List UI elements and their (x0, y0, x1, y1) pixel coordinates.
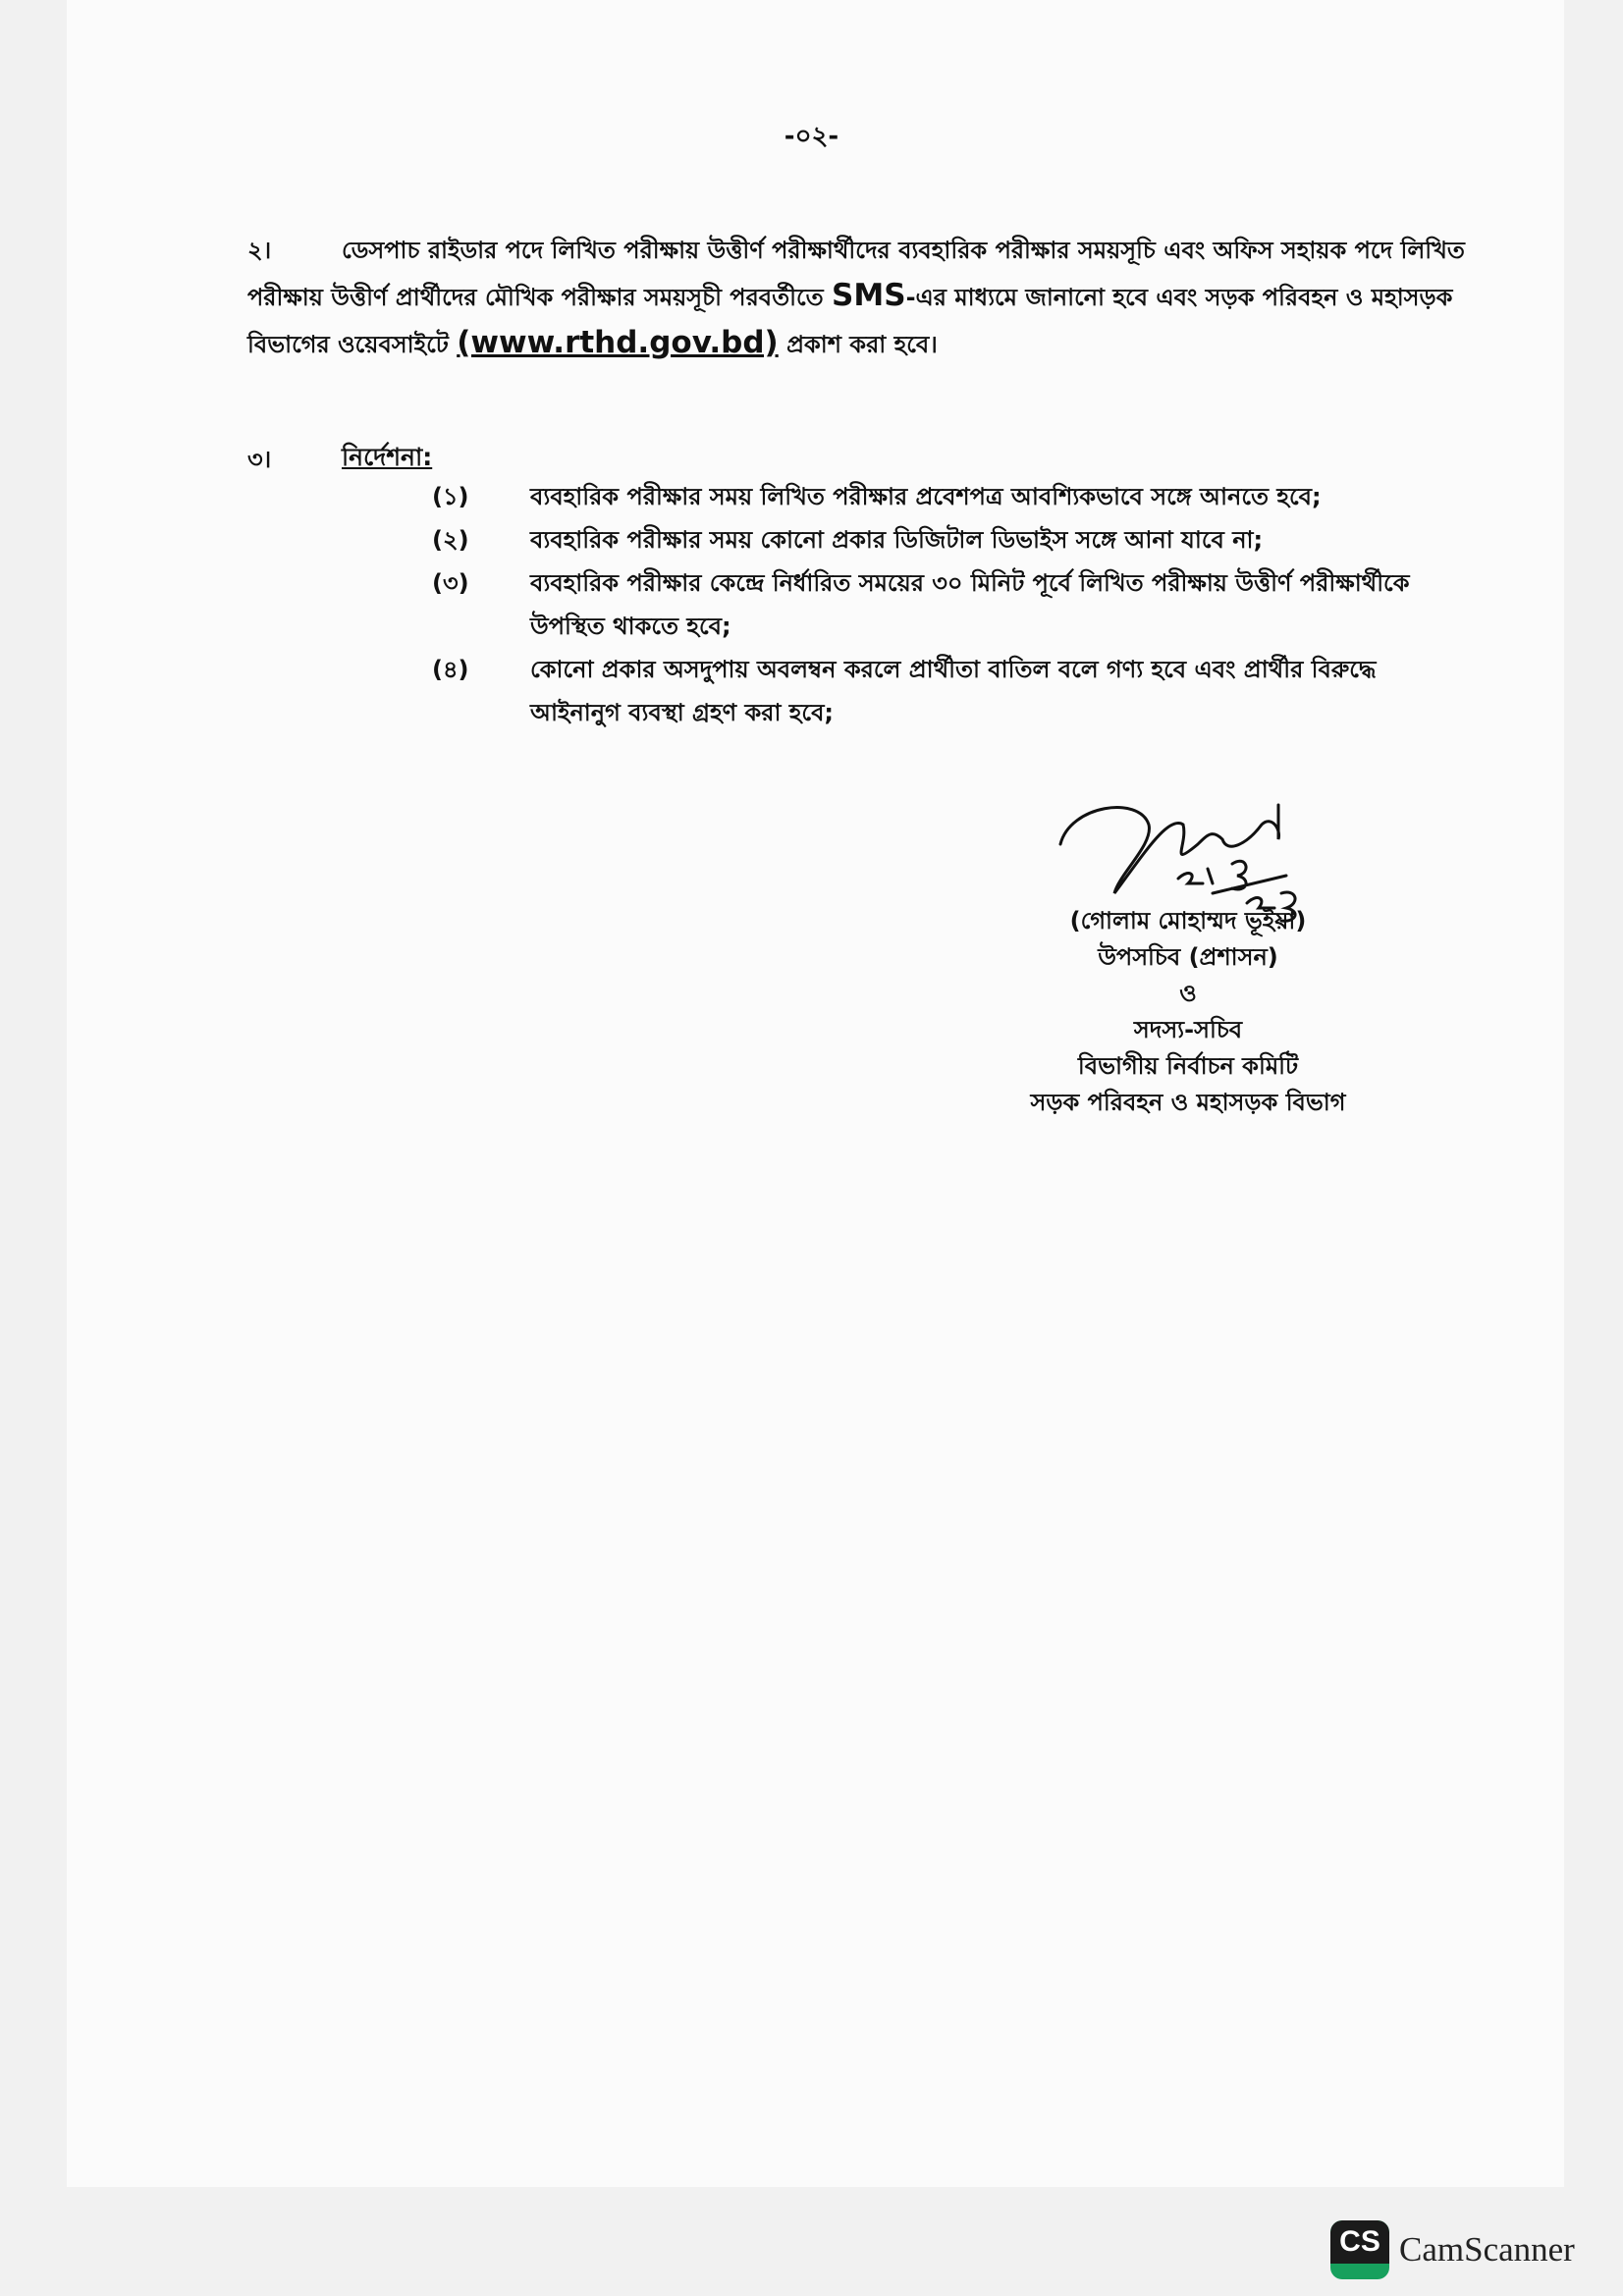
page-number: -০২- (784, 122, 839, 151)
instruction-item (432, 518, 1473, 561)
camscanner-logo-icon: CS (1330, 2220, 1389, 2279)
instruction-text: কোনো প্রকার অসদুপায় অবলম্বন করলে প্রার্থীতা বাতিল বলে গণ্য হবে এবং প্রার্থীর বিরুদ্ধে আইনানুগ ব্যবস্থা গ্রহণ করা হবে; (530, 656, 1377, 726)
instruction-item (432, 561, 1473, 648)
signatory-designation: উপসচিব (প্রশাসন) (1098, 943, 1278, 971)
paragraph-2-text-3: প্রকাশ করা হবে। (786, 331, 938, 358)
signatory-conjunction: ও (1179, 980, 1197, 1007)
camscanner-watermark (1330, 2220, 1575, 2279)
paragraph-2-text-1: ডেসপাচ রাইডার পদে লিখিত পরীক্ষায় উত্তীর্ণ পরীক্ষার্থীদের ব্যবহারিক পরীক্ষার সময়সূচি এবং অফিস সহায়ক পদে লিখিত পরীক্ষায় উত্তীর্ণ প্রার্থীদের মৌখিক পরীক্ষার সময়সূচী পরবর্তীতে (247, 237, 1465, 311)
signatory-department: সড়ক পরিবহন ও মহাসড়ক বিভাগ (1030, 1089, 1346, 1116)
instruction-item (432, 475, 1473, 518)
paragraph-2-number: ২। (247, 237, 272, 264)
instruction-number: (১) (432, 483, 469, 510)
section-3-number: ৩। (247, 446, 272, 473)
website-url: (www.rthd.gov.bd) (457, 325, 779, 360)
instruction-number: (৪) (432, 656, 469, 683)
camscanner-name: CamScanner (1399, 2230, 1575, 2269)
instruction-item (432, 648, 1473, 734)
sms-label: SMS (832, 278, 906, 313)
signatory-committee: বিভাগীয় নির্বাচন কমিটি (1077, 1052, 1299, 1080)
instructions-heading: নির্দেশনা: (342, 443, 433, 471)
instruction-number: (২) (432, 526, 469, 554)
instructions-list (432, 475, 1473, 734)
instruction-number: (৩) (432, 569, 469, 597)
signatory-role: সদস্য-সচিব (1133, 1016, 1243, 1043)
instruction-text: ব্যবহারিক পরীক্ষার কেন্দ্রে নির্ধারিত সময়ের ৩০ মিনিট পূর্বে লিখিত পরীক্ষায় উত্তীর্ণ পরীক্ষার্থীকে উপস্থিত থাকতে হবে; (530, 569, 1410, 640)
paragraph-2-text-2: -এর মাধ্যমে জানানো হবে এবং সড়ক পরিবহন ও মহাসড়ক বিভাগের ওয়েবসাইটে (247, 284, 1453, 358)
signatory-name: (গোলাম মোহাম্মদ ভূইয়া) (1069, 907, 1307, 934)
instruction-text: ব্যবহারিক পরীক্ষার সময় লিখিত পরীক্ষার প্রবেশপত্র আবশ্যিকভাবে সঙ্গে আনতে হবে; (530, 483, 1322, 510)
signatory-block (982, 903, 1394, 1121)
paragraph-2 (247, 228, 1465, 367)
instruction-text: ব্যবহারিক পরীক্ষার সময় কোনো প্রকার ডিজিটাল ডিভাইস সঙ্গে আনা যাবে না; (530, 526, 1264, 554)
